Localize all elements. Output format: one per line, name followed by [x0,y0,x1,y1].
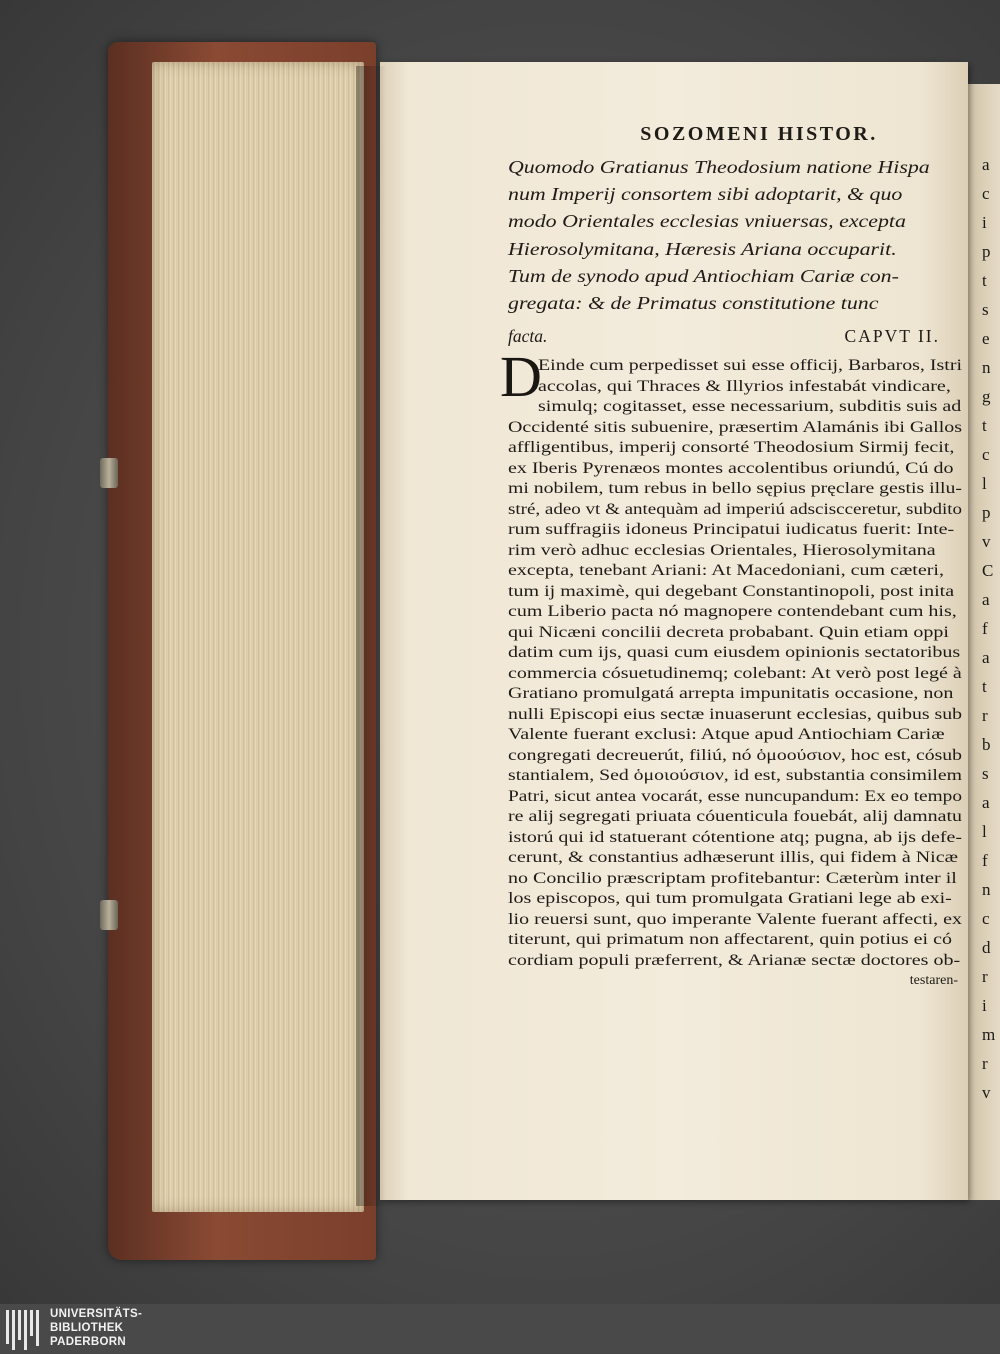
text-line [508,541,962,562]
text-line-content: affligentibus, imperij consorté Theodosium Sirmij fecit, [508,439,955,457]
facing-page-letter: a [982,648,990,667]
text-line [508,828,962,849]
text-line-content: istorú qui id statuerant cótentione atq; pugna, ab ijs defe- [508,828,962,846]
text-line [508,459,962,480]
facing-page-letter: c [982,909,990,928]
facing-page-letter: f [982,619,988,638]
text-line-content: simulq; cogitasset, esse necessarium, subditis suis ad [538,398,962,416]
facing-page-letter: t [982,677,987,696]
facing-page-letter: f [982,851,988,870]
facing-page-letter: g [982,387,991,406]
text-line-content: nulli Episcopi eius sectæ inuaserunt ecclesias, quibus sub [508,705,962,723]
facing-page-letter: d [982,938,991,957]
text-line [508,438,962,459]
clasp-top [100,458,118,488]
text-line [508,236,962,263]
text-line [508,889,962,910]
text-line-content: rim verò adhuc ecclesias Orientales, Hierosolymitana [508,541,936,559]
text-line [508,263,962,290]
text-line-content: commercia cósuetudinemq; colebant: At verò post legé à [508,664,962,682]
facing-page-letter: c [982,184,990,203]
text-line-content: no Concilio præscriptam profitebantur: Cæterùm inter il [508,869,957,887]
gutter-shadow [356,66,386,1206]
text-line [508,807,962,828]
text-line [508,623,962,644]
facing-page-letter: v [982,532,991,551]
text-line-content: titerunt, qui primatum non affectarent, quin potius ei có [508,931,952,949]
text-line-content: Valente fuerant exclusi: Atque apud Antiochiam Cariæ [508,726,945,744]
text-line-content: cum Liberio pacta nó magnopere contendebant cum his, [508,603,957,621]
text-line [508,643,962,664]
facing-page-letter: l [982,474,987,493]
facing-page-letter: r [982,706,988,725]
facing-page-letter: r [982,967,988,986]
text-line [508,664,962,685]
text-line-content: Occidenté sitis subuenire, præsertim Alamánis ibi Gallos [508,418,962,436]
facing-page-letter: s [982,300,989,319]
text-line [508,725,962,746]
text-line-content: mi nobilem, tum rebus in bello sępius pręclare gestis illu- [508,480,962,498]
body-text [500,344,962,992]
facing-page-letter: p [982,503,991,522]
text-line [508,356,962,377]
text-line-content: Hierosolymitana, Hæresis Ariana occuparit. [508,238,897,259]
text-line [508,154,962,181]
library-name-line: BIBLIOTHEK [50,1322,124,1334]
text-line [508,208,962,235]
facing-page-letter: n [982,880,991,899]
text-line-content: Gratiano promulgatá arrepta impunitatis occasione, non [508,685,954,703]
text-line-content: lio reuersi sunt, quo imperante Valente fuerant affecti, ex [508,910,962,928]
facing-page-letter: a [982,793,990,812]
chapter-number: CAPVT II. [844,326,940,347]
text-line-content: ex Iberis Pyrenæos montes accolentibus oriundú, Cú do [508,459,954,477]
facing-page-letter: c [982,445,990,464]
facing-page-letter: p [982,242,991,261]
text-line [508,766,962,787]
facing-page-letter: i [982,213,987,232]
text-line-content: modo Orientales ecclesias vniuersas, excepta [508,211,906,232]
text-line-content: cerunt, & constantius adhæserunt illis, qui fidem à Nicæ [508,849,958,867]
text-line-content: qui Nicæni concilii decreta probabant. Quin etiam oppi [508,623,949,641]
page-text [500,120,962,992]
text-line [508,930,962,951]
summary-last-word: facta. [508,326,548,347]
text-line [508,181,962,208]
text-line-content: excepta, tenebant Ariani: At Macedoniani, cum cæteri, [508,562,944,580]
text-line [508,418,962,439]
text-line-content: cordiam populi præferrent, & Arianæ sectæ doctores ob- [508,951,961,969]
text-line [508,479,962,500]
text-line-content: Quomodo Gratianus Theodosium natione Hispa [508,157,930,177]
text-line-content: Tum de synodo apud Antiochiam Cariæ con- [508,265,899,286]
chapter-summary [508,154,962,317]
text-line [508,951,962,972]
text-line-content: los episcopos, qui tum promulgata Gratiani lege ab exi- [508,890,952,908]
text-line-content: congregati decreuerút, filiú, nó ὁμοούσιον, hoc est, cósub [508,746,962,764]
facing-page-letter: v [982,1083,991,1102]
text-line [508,377,962,398]
text-line [508,746,962,767]
text-line-content: re alij segregati priuata cóuenticula fouebát, alij damnatu [508,808,962,826]
facing-page-letter: n [982,358,991,377]
text-line-content: tum ij maximè, qui degebant Constantinopoli, post inita [508,582,955,600]
facing-page-letter: m [982,1025,996,1044]
text-line [508,869,962,890]
text-line [508,582,962,603]
facing-page-letter: t [982,271,987,290]
text-line-content: rum suffragiis idoneus Principatui iudicatus fuerit: Inte- [508,521,955,539]
text-line-content: datim cum ijs, quasi cum eiusdem opinionis sectatoribus [508,644,961,662]
text-line [508,684,962,705]
facing-page-letter: a [982,590,990,609]
text-line [508,500,962,521]
facing-page-letter: i [982,996,987,1015]
text-line [508,705,962,726]
facing-page-letters [982,150,1000,1107]
facing-page-letter: a [982,155,990,174]
text-line [508,848,962,869]
text-line [508,787,962,808]
text-line [508,910,962,931]
library-name [50,1307,142,1349]
facing-page-letter: l [982,822,987,841]
caput-line [508,323,962,350]
facing-page-letter: C [982,561,994,580]
text-line-content: accolas, qui Thraces & Illyrios infestabát vindicare, [538,377,951,395]
drop-cap: D [500,344,542,410]
facing-page-letter: e [982,329,990,348]
text-line-content: Einde cum perpedisset sui esse officij, Barbaros, Istri [538,357,962,375]
text-line [508,602,962,623]
running-head: SOZOMENI HISTOR. [640,123,878,145]
text-line [508,290,962,317]
text-line-content: gregata: & de Primatus constitutione tunc [508,292,879,313]
library-name-line: UNIVERSITÄTS- [50,1308,143,1320]
facing-page-letter: t [982,416,987,435]
facing-page-letter: r [982,1054,988,1073]
text-line [508,520,962,541]
text-line-content: stantialem, Sed ὁμοιούσιον, id est, substantia consimilem [508,767,962,785]
facing-page-letter: b [982,735,991,754]
text-line [508,561,962,582]
text-line [508,397,962,418]
library-name-line: PADERBORN [50,1336,126,1348]
text-line-content: stré, adeo vt & antequàm ad imperiú adsciscceretur, subdito [508,500,962,518]
text-line-content: num Imperij consortem sibi adoptarit, & quo [508,184,903,205]
library-footer [0,1304,1000,1354]
library-logo-icon [6,1310,42,1350]
text-line-content: Patri, sicut antea vocarát, esse nuncupandum: Ex eo tempo [508,787,962,805]
facing-page-letter: s [982,764,989,783]
clasp-bottom [100,900,118,930]
page-edges [152,62,364,1212]
catchword: testaren- [909,973,958,989]
